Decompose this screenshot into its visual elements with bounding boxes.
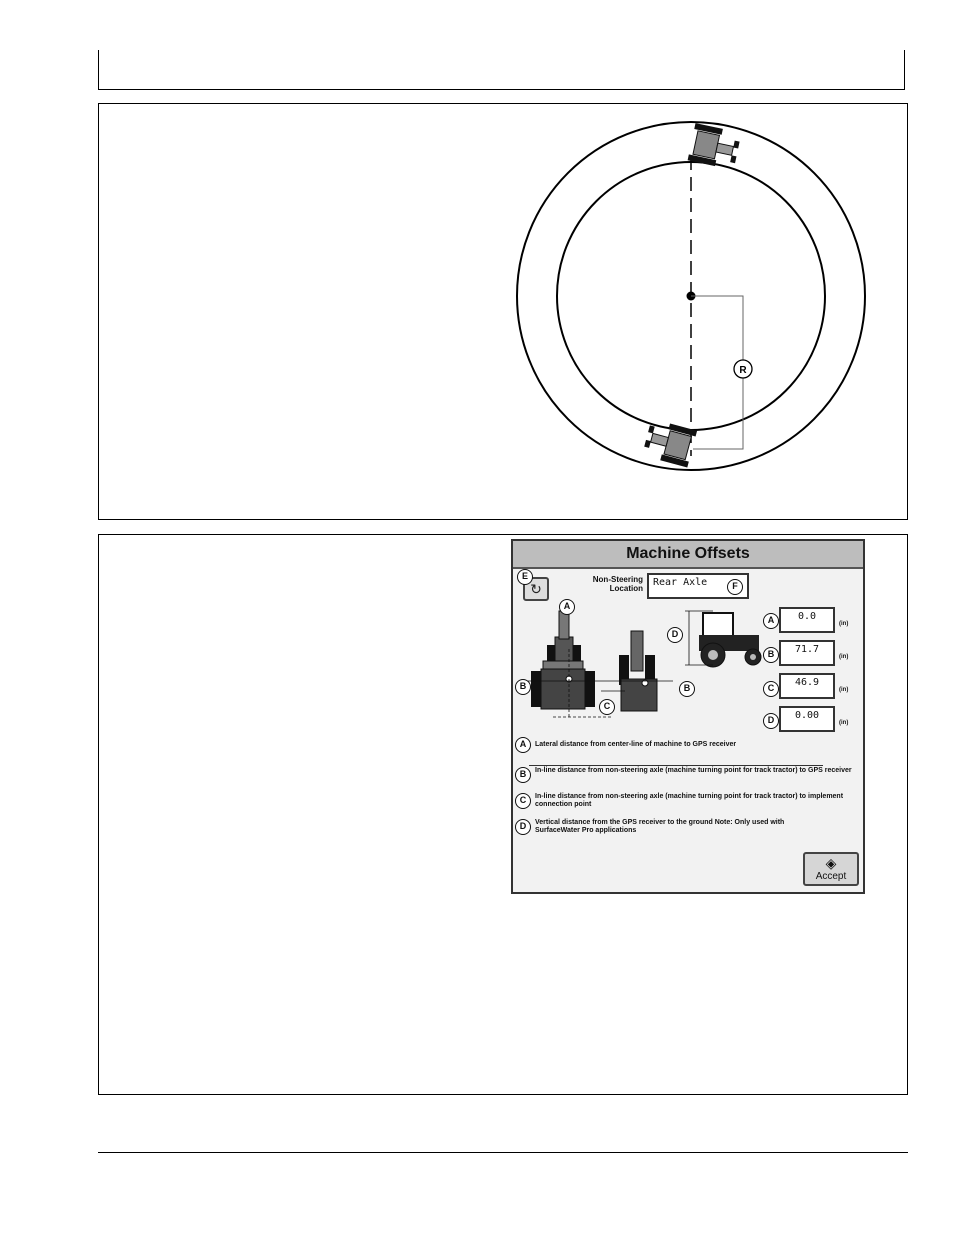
accept-button[interactable]	[803, 852, 859, 886]
machine-offsets-screen	[511, 539, 865, 894]
non-steering-location-select[interactable]: Rear Axle	[647, 573, 749, 599]
non-steering-label: Non-Steering Location	[592, 575, 643, 593]
offset-a-unit: (in)	[839, 621, 849, 627]
offsets-diagram	[513, 595, 773, 755]
radius-label: R	[739, 365, 747, 376]
divider	[529, 765, 823, 766]
diagram-label-d: D	[667, 627, 683, 643]
field-d-badge: D	[763, 713, 779, 729]
footer-rule	[98, 1152, 908, 1153]
desc-b-badge: B	[515, 767, 531, 783]
desc-d-badge: D	[515, 819, 531, 835]
field-b-badge: B	[763, 647, 779, 663]
offset-c-input[interactable]: 46.9	[779, 673, 835, 699]
header-frame	[98, 50, 905, 90]
desc-a-text: Lateral distance from center-line of machine to GPS receiver	[535, 741, 737, 748]
desc-c-text: In-line distance from non-steering axle (machine turning point for track tractor) to implement connection point	[535, 793, 844, 808]
offset-d-unit: (in)	[839, 720, 849, 726]
refresh-icon: ↻	[530, 581, 542, 597]
callout-f-badge: F	[727, 579, 743, 595]
offset-c-unit: (in)	[839, 687, 849, 693]
field-a-badge: A	[763, 613, 779, 629]
desc-a-badge: A	[515, 737, 531, 753]
diagram-label-a: A	[559, 599, 575, 615]
offset-b-input[interactable]: 71.7	[779, 640, 835, 666]
offset-d-input[interactable]: 0.00	[779, 706, 835, 732]
callout-e-badge: E	[517, 569, 533, 585]
diagram-label-b-right: B	[679, 681, 695, 697]
field-c-badge: C	[763, 681, 779, 697]
turning-radius-diagram	[99, 104, 907, 519]
diagram-label-c: C	[599, 699, 615, 715]
accept-icon: ◈	[825, 855, 837, 871]
screen-body	[513, 569, 863, 892]
accept-label: Accept	[815, 871, 847, 882]
desc-c-badge: C	[515, 793, 531, 809]
turning-radius-panel	[98, 103, 908, 520]
desc-b-text: In-line distance from non-steering axle (machine turning point for track tractor) to GPS receiver	[535, 767, 852, 774]
diagram-label-b-left: B	[515, 679, 531, 695]
tractor-bottom-icon	[642, 419, 697, 468]
offset-a-input[interactable]: 0.0	[779, 607, 835, 633]
offset-b-unit: (in)	[839, 654, 849, 660]
screen-title: Machine Offsets	[513, 541, 863, 569]
desc-d-text: Vertical distance from the GPS receiver to the ground Note: Only used with SurfaceWater Pro applications	[535, 819, 785, 834]
